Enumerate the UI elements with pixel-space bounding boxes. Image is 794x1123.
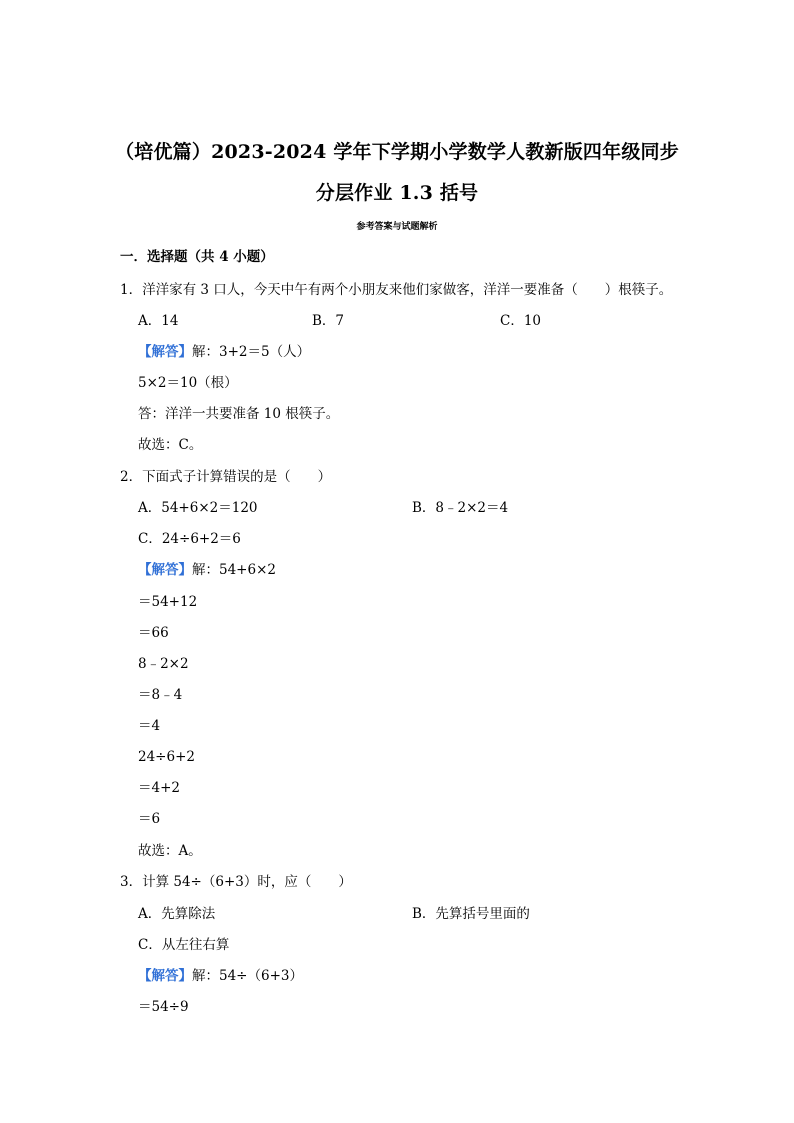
doc-title-line2: 分层作业 1.3 括号 [315,182,479,204]
q2-solution-line: 故选：A。 [138,843,202,859]
q2-stem: 2．下面式子计算错误的是（ ） [120,469,332,485]
q3-solution-line [138,967,303,985]
q1-solution-line: 5×2＝10（根） [138,375,238,391]
q2-option-a: A．54+6×2＝120 [138,500,258,516]
q1-solution-line: 答：洋洋一共要准备 10 根筷子。 [138,406,340,422]
q1-option-b: B．7 [312,313,345,329]
q2-solution-text: 解：54+6×2 [192,562,276,578]
q3-option-b: B．先算括号里面的 [412,906,530,922]
q2-option-b: B．8﹣2×2＝4 [412,500,509,516]
q3-solution-text: 解：54÷（6+3） [192,968,303,984]
q1-option-a: A．14 [138,313,179,329]
answer-tag: 【解答】 [138,968,192,984]
q2-solution-line: 8﹣2×2 [138,656,189,672]
q1-solution-line [138,343,310,361]
q2-solution-line: ＝66 [138,625,169,641]
q3-option-c: C．从左往右算 [138,937,230,953]
q1-solution-line: 故选：C。 [138,437,203,453]
q3-stem: 3．计算 54÷（6+3）时，应（ ） [120,874,352,890]
doc-title-line1: （培优篇）2023-2024 学年下学期小学数学人教新版四年级同步 [115,141,679,163]
q3-option-a: A．先算除法 [138,906,216,922]
q2-solution-line: ＝6 [138,811,161,827]
q2-solution-line: 24÷6+2 [138,749,195,765]
q2-solution-line: ＝4 [138,718,161,734]
q2-option-c: C．24÷6+2＝6 [138,531,241,547]
doc-subtitle: 参考答案与试题解析 [356,222,438,232]
q2-solution-line: ＝54+12 [138,594,198,610]
q2-solution-line [138,561,276,579]
q2-solution-line: ＝8﹣4 [138,687,183,703]
answer-tag: 【解答】 [138,562,192,578]
q1-option-c: C．10 [500,313,542,329]
q2-solution-line: ＝4+2 [138,780,180,796]
q1-solution-text: 解：3+2＝5（人） [192,344,311,360]
q3-solution-line: ＝54÷9 [138,999,189,1015]
q1-stem: 1．洋洋家有 3 口人，今天中午有两个小朋友来他们家做客，洋洋一要准备（ ）根筷子。 [120,282,673,298]
answer-tag: 【解答】 [138,344,192,360]
section-heading: 一．选择题（共 4 小题） [120,249,274,265]
